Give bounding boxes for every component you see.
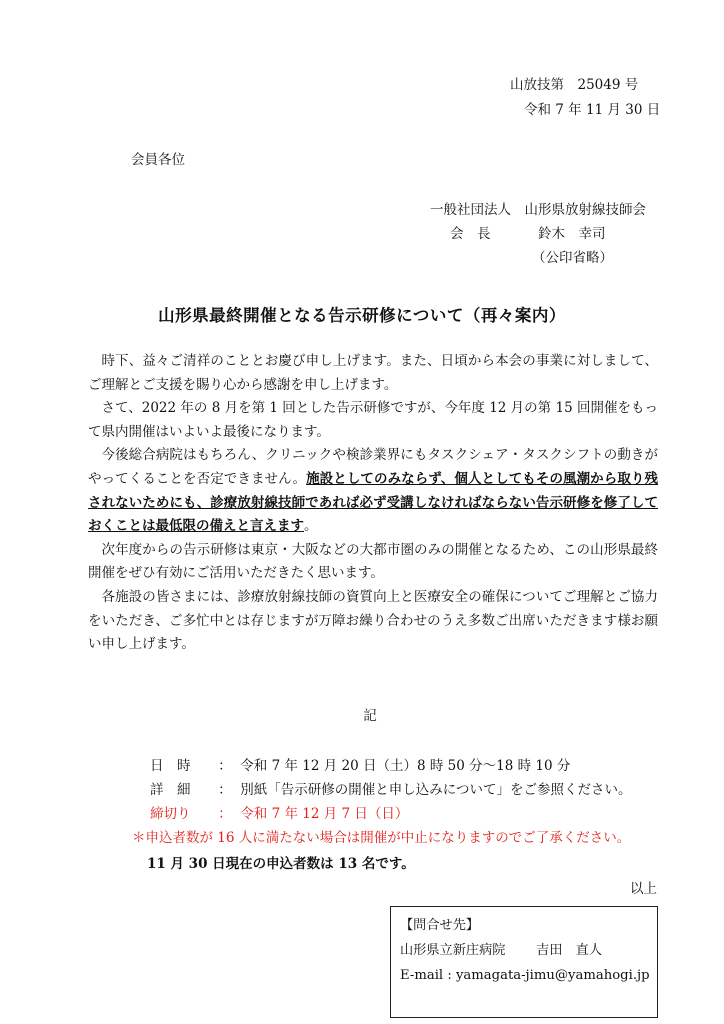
addressee: 会員各位 bbox=[131, 152, 185, 168]
body-paragraph-3-end: 。 bbox=[304, 518, 318, 535]
datetime-value: 令和 7 年 12 月 20 日（土）8 時 50 分～18 時 10 分 bbox=[240, 758, 571, 774]
closing-mark: 以上 bbox=[630, 881, 657, 897]
body-text bbox=[88, 350, 658, 657]
datetime-colon: ： bbox=[218, 758, 232, 774]
deadline-value: 令和 7 年 12 月 7 日（日） bbox=[240, 806, 409, 822]
body-paragraph-5: 各施設の皆さまには、診療放射線技師の資質向上と医療安全の確保についてご理解とご協力をいただき、ご多忙中とは存じますが万障お繰り合わせのうえ多数ご出席いただきます様お願い申し上げます。 bbox=[88, 588, 658, 653]
body-paragraph-4: 次年度からの告示研修は東京・大阪などの大都市圏のみの開催となるため、この山形県最終開催をぜひ有効にご活用いただきたく思います。 bbox=[88, 541, 658, 582]
applicant-count: 11 月 30 日現在の申込者数は 13 名です。 bbox=[147, 856, 415, 872]
deadline-label: 締切り bbox=[150, 806, 191, 822]
detail-value: 別紙「告示研修の開催と申し込みについて」をご参照ください。 bbox=[240, 782, 632, 798]
body-paragraph-3 bbox=[88, 444, 658, 538]
deadline-colon: ： bbox=[218, 806, 232, 822]
detail-row-datetime bbox=[150, 754, 570, 774]
ki-heading: 記 bbox=[363, 708, 377, 724]
detail-label: 詳 細 bbox=[150, 782, 191, 798]
seal-note: （公印省略） bbox=[532, 250, 613, 266]
contact-heading: 【問合せ先】 bbox=[400, 918, 480, 933]
emphasis-text: 施設としてのみならず、個人としてもその風潮から取り残されないためにも、診療放射線技師であれば必ず受講しなければならない告示研修を修了しておくことは最低限の備えと言えます bbox=[88, 470, 659, 535]
contact-org-person: 山形県立新庄病院 吉田 直人 bbox=[400, 943, 603, 958]
body-paragraph-1: 時下、益々ご清祥のこととお慶び申し上げます。また、日頃から本会の事業に対しまして、ご理解とご支援を賜り心から感謝を申し上げます。 bbox=[88, 353, 658, 393]
cancellation-notice: ＊申込者数が 16 人に満たない場合は開催が中止になりますのでご了承ください。 bbox=[132, 830, 631, 846]
contact-email: E-mail : yamagata-jimu@yamahogi.jp bbox=[400, 968, 650, 983]
detail-row-deadline bbox=[150, 802, 408, 822]
detail-row-detail bbox=[150, 778, 632, 798]
sender-organization: 一般社団法人 山形県放射線技師会 bbox=[430, 202, 646, 218]
document-date: 令和 7 年 11 月 30 日 bbox=[524, 102, 661, 118]
sender-name: 鈴木 幸司 bbox=[538, 226, 606, 242]
document-number: 山放技第 25049 号 bbox=[510, 77, 639, 93]
datetime-label: 日 時 bbox=[150, 758, 191, 774]
detail-colon: ： bbox=[218, 782, 232, 798]
body-paragraph-2: さて、2022 年の 8 月を第 1 回とした告示研修ですが、今年度 12 月の第 15 回開催をもって県内開催はいよいよ最後になります。 bbox=[88, 400, 658, 440]
contact-box bbox=[390, 906, 658, 1018]
document-title: 山形県最終開催となる告示研修について（再々案内） bbox=[158, 306, 566, 325]
body-paragraph-3-text: 今後総合病院はもちろん、クリニックや検診業界にもタスクシェア・タスクシフトの動きがやってくることを否定できません。 bbox=[88, 447, 658, 487]
sender-role: 会 長 bbox=[450, 226, 491, 242]
